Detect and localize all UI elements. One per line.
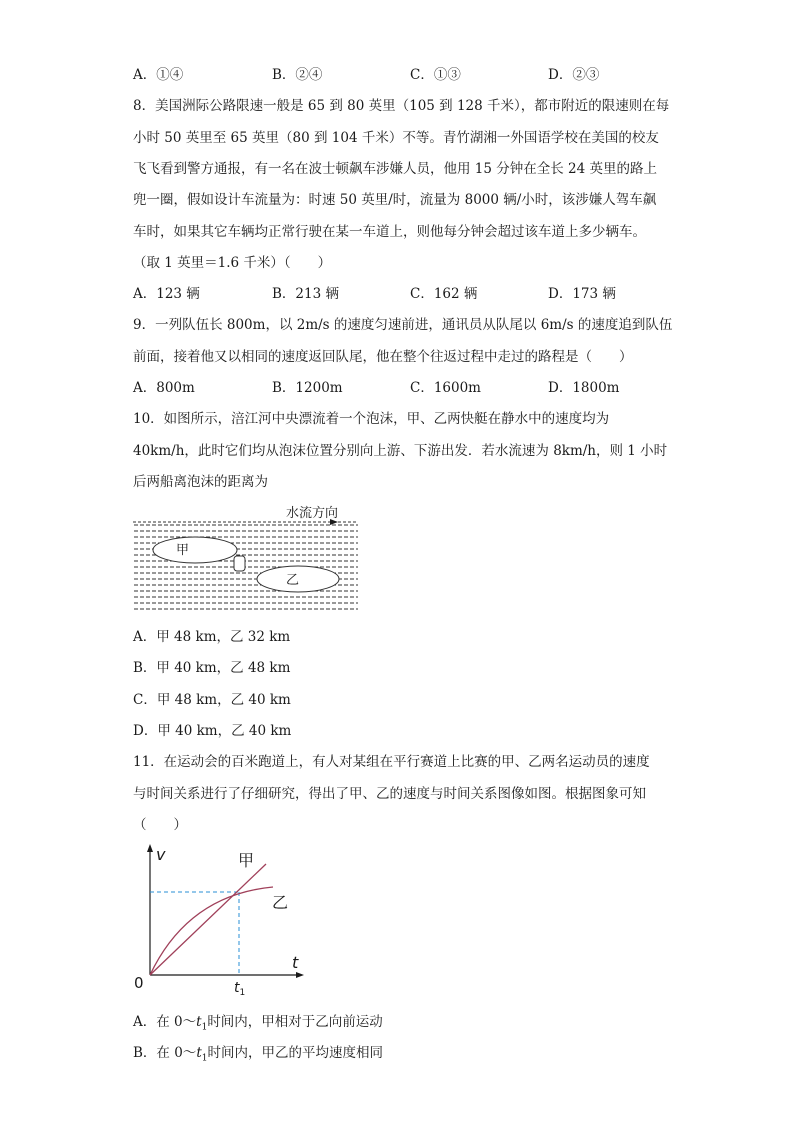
q10-line-3: 后两船离泡沫的距离为 bbox=[133, 474, 268, 490]
boat-b-label: 乙 bbox=[286, 573, 300, 588]
q8-option-a[interactable]: A．123 辆 bbox=[133, 286, 200, 302]
q10-line-2: 40km/h，此时它们均从泡沫位置分别向上游、下游出发．若水流速为 8km/h，则 1 小时 bbox=[133, 443, 668, 459]
q9-option-c[interactable]: C．1600m bbox=[410, 380, 481, 396]
q7-option-d[interactable]: D．②③ bbox=[548, 67, 600, 83]
q10-line-1: 10．如图所示，涪江河中央漂流着一个泡沫，甲、乙两快艇在静水中的速度均为 bbox=[133, 411, 610, 427]
x-axis-label: t bbox=[292, 953, 299, 972]
q8-line-1: 8．美国洲际公路限速一般是 65 到 80 英里（105 到 128 千米），都市附近的限速则在每 bbox=[133, 98, 670, 114]
velocity-time-graph bbox=[128, 840, 318, 1000]
q8-line-6: （取 1 英里＝1.6 千米）（ ） bbox=[133, 255, 332, 271]
q9-option-d[interactable]: D．1800m bbox=[548, 380, 620, 396]
q7-option-b[interactable]: B．②④ bbox=[272, 67, 323, 83]
foam-icon bbox=[234, 556, 245, 571]
t1-tick-label: $t_1$ bbox=[234, 980, 246, 998]
q8-line-4: 兜一圈，假如设计车流量为：时速 50 英里/时，流量为 8000 辆/小时，该涉嫌人驾车飙 bbox=[133, 192, 657, 208]
q11-option-b[interactable]: B．在 $0\sim t_1$时间内，甲乙的平均速度相同 bbox=[133, 1045, 383, 1064]
q9-line-1: 9．一列队伍长 800m，以 2m/s 的速度匀速前进，通讯员从队尾以 6m/s 的速度追到队伍 bbox=[133, 317, 673, 333]
curve-b-label: 乙 bbox=[272, 893, 289, 912]
q9-line-2: 前面，接着他又以相同的速度返回队尾，他在整个往返过程中走过的路程是（ ） bbox=[133, 349, 633, 365]
flow-direction-label: 水流方向 bbox=[286, 506, 339, 521]
curve-a bbox=[150, 864, 266, 975]
boat-a-label: 甲 bbox=[176, 543, 190, 558]
q11-option-a[interactable]: A．在 $0\sim t_1$时间内，甲相对于乙向前运动 bbox=[133, 1014, 383, 1033]
curve-b bbox=[150, 887, 273, 975]
y-axis-arrow-icon bbox=[147, 844, 153, 852]
q11-line-2: 与时间关系进行了仔细研究，得出了甲、乙的速度与时间关系图像如图。根据图象可知 bbox=[133, 786, 646, 802]
q8-line-5: 车时，如果其它车辆均正常行驶在某一车道上，则他每分钟会超过该车道上多少辆车。 bbox=[133, 224, 646, 240]
q11-line-1: 11．在运动会的百米跑道上，有人对某组在平行赛道上比赛的甲、乙两名运动员的速度 bbox=[133, 754, 650, 770]
q8-option-b[interactable]: B．213 辆 bbox=[272, 286, 339, 302]
origin-label: 0 bbox=[134, 974, 144, 992]
x-axis-arrow-icon bbox=[296, 972, 304, 978]
q9-option-b[interactable]: B．1200m bbox=[272, 380, 343, 396]
q8-option-d[interactable]: D．173 辆 bbox=[548, 286, 616, 302]
q11-line-3: （ ） bbox=[133, 817, 187, 833]
q10-option-a[interactable]: A．甲 48 km，乙 32 km bbox=[133, 629, 291, 645]
q10-option-b[interactable]: B．甲 40 km，乙 48 km bbox=[133, 660, 291, 676]
boat-a bbox=[153, 537, 237, 563]
river-figure bbox=[128, 498, 368, 616]
curve-a-label: 甲 bbox=[238, 851, 255, 870]
q9-option-a[interactable]: A．800m bbox=[133, 380, 195, 396]
y-axis-label: v bbox=[156, 845, 166, 864]
q10-option-c[interactable]: C．甲 48 km，乙 40 km bbox=[133, 692, 291, 708]
q10-option-d[interactable]: D．甲 40 km，乙 40 km bbox=[133, 723, 292, 739]
q8-line-2: 小时 50 英里至 65 英里（80 到 104 千米）不等。青竹湖湘一外国语学校在美国的校友 bbox=[133, 130, 659, 146]
q8-line-3: 飞飞看到警方通报，有一名在波士顿飙车涉嫌人员，他用 15 分钟在全长 24 英里的路上 bbox=[133, 161, 658, 177]
q8-option-c[interactable]: C．162 辆 bbox=[410, 286, 478, 302]
q7-option-c[interactable]: C．①③ bbox=[410, 67, 461, 83]
q7-option-a[interactable]: A．①④ bbox=[133, 67, 184, 83]
